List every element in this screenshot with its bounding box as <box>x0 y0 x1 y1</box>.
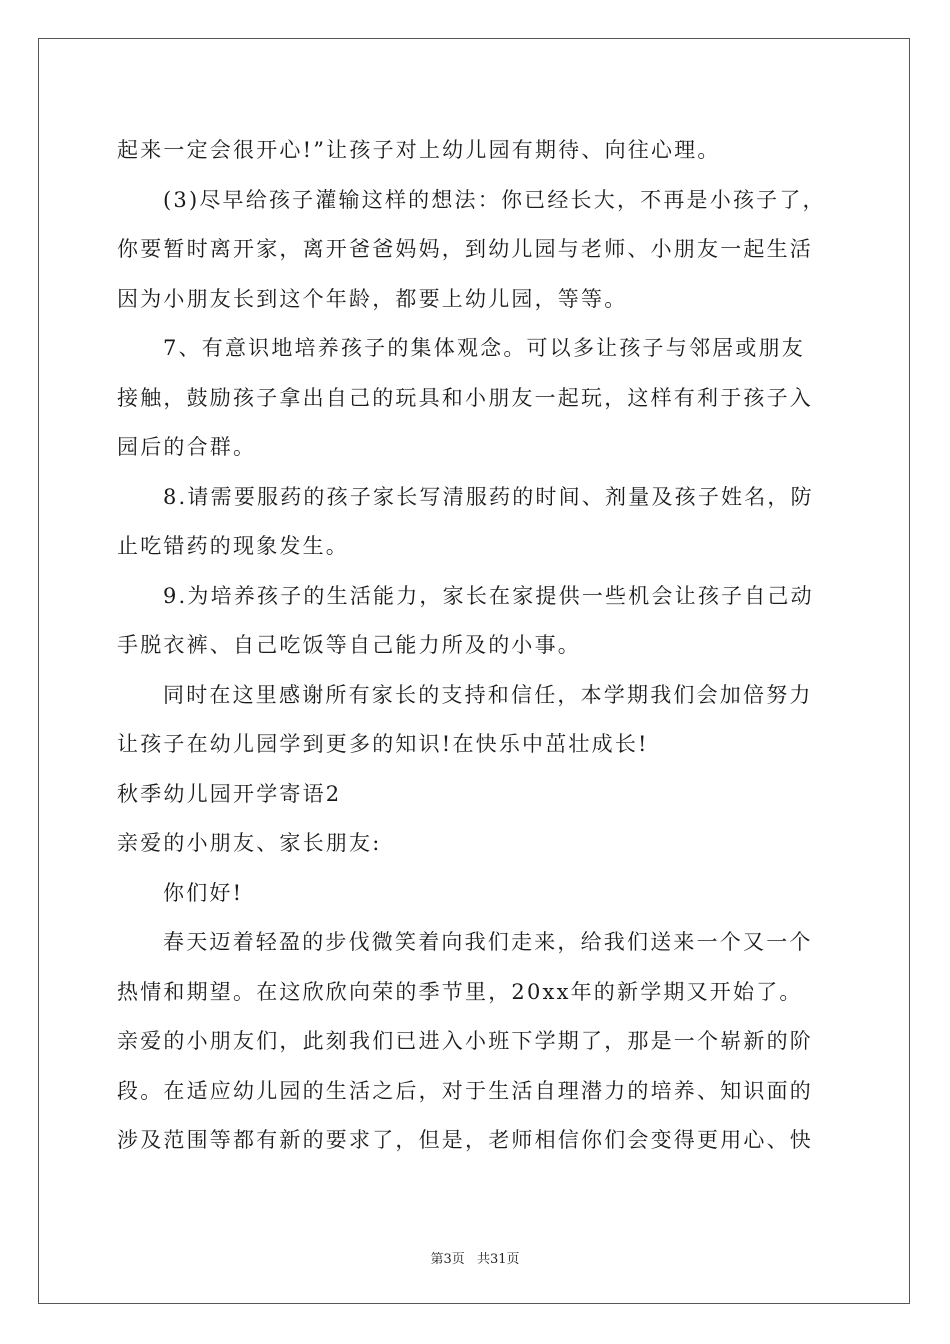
text-line: 7、有意识地培养孩子的集体观念。可以多让孩子与邻居或朋友 <box>163 336 805 360</box>
text-line: 因为小朋友长到这个年龄，都要上幼儿园，等等。 <box>117 286 628 311</box>
page-footer <box>0 1248 950 1267</box>
document-body <box>117 126 837 1166</box>
text-line: 亲爱的小朋友、家长朋友: <box>117 831 382 855</box>
text-line: 你要暂时离开家，离开爸爸妈妈，到幼儿园与老师、小朋友一起生活 <box>117 237 813 261</box>
text-line: 涉及范围等都有新的要求了，但是，老师相信你们会变得更用心、快 <box>117 1128 813 1152</box>
text-line: 8.请需要服药的孩子家长写清服药的时间、剂量及孩子姓名，防 <box>163 484 814 509</box>
text-line: 热情和期望。在这欣欣向荣的季节里，20xx年的新学期又开始了。 <box>117 979 803 1004</box>
text-line: 秋季幼儿园开学寄语2 <box>117 781 342 806</box>
text-line: 同时在这里感谢所有家长的支持和信任，本学期我们会加倍努力 <box>163 682 813 707</box>
text-line: (3)尽早给孩子灌输这样的想法：你已经长大，不再是小孩子了， <box>163 187 826 212</box>
text-line: 你们好! <box>163 880 244 905</box>
text-line: 园后的合群。 <box>117 435 257 459</box>
text-line: 接触，鼓励孩子拿出自己的玩具和小朋友一起玩，这样有利于孩子入 <box>117 385 813 410</box>
text-line: 让孩子在幼儿园学到更多的知识!在快乐中茁壮成长! <box>117 732 649 756</box>
text-line: 亲爱的小朋友们，此刻我们已进入小班下学期了，那是一个崭新的阶 <box>117 1029 813 1053</box>
text-line: 起来一定会很开心!”让孩子对上幼儿园有期待、向往心理。 <box>117 138 721 162</box>
text-line: 春天迈着轻盈的步伐微笑着向我们走来，给我们送来一个又一个 <box>163 930 813 954</box>
text-line: 段。在适应幼儿园的生活之后，对于生活自理潜力的培养、知识面的 <box>117 1078 813 1103</box>
text-line: 止吃错药的现象发生。 <box>117 534 349 558</box>
page-number-current: 第3页 <box>430 1252 465 1267</box>
page-number-total: 共31页 <box>476 1252 520 1267</box>
text-line: 手脱衣裤、自己吃饭等自己能力所及的小事。 <box>117 633 581 657</box>
text-line: 9.为培养孩子的生活能力，家长在家提供一些机会让孩子自己动 <box>163 583 814 608</box>
